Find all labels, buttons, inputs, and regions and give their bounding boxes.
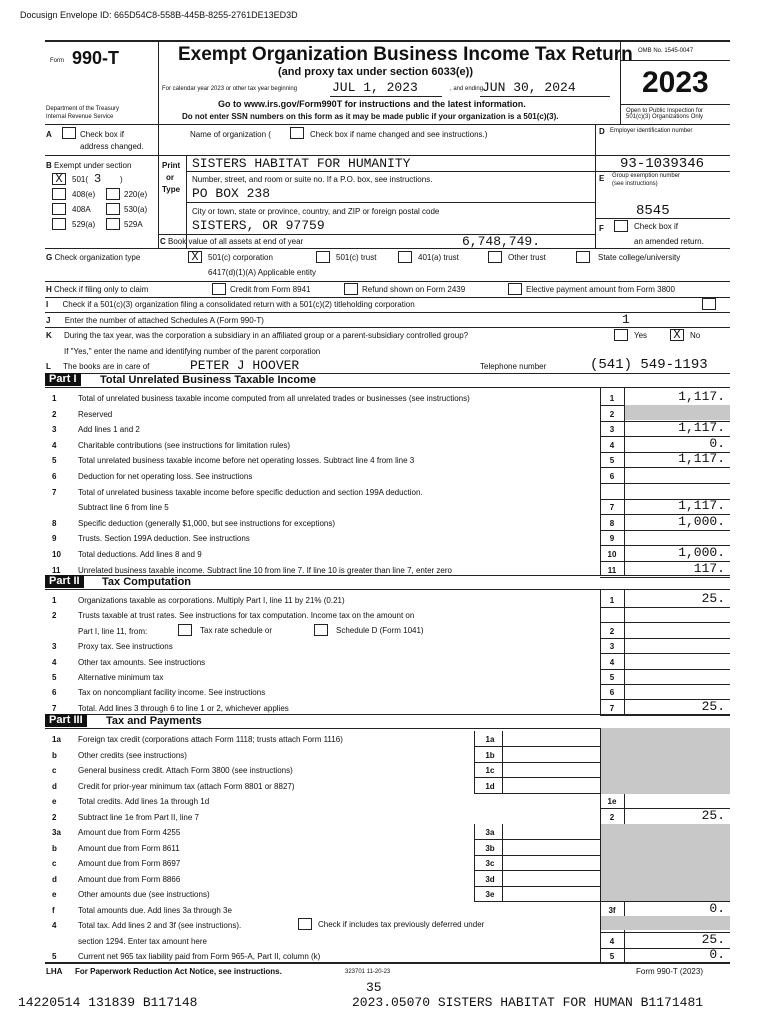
part1-line-amount: 1,117. bbox=[678, 498, 725, 514]
tax-rate-schedule-label: Tax rate schedule or bbox=[200, 626, 273, 635]
part1-line-amount: 1,117. bbox=[678, 451, 725, 467]
deferred-tax-checkbox[interactable] bbox=[298, 918, 312, 930]
footer-left-code: 14220514 131839 B117148 bbox=[18, 995, 198, 1010]
part2-line-number: 3 bbox=[52, 642, 57, 652]
part3-line-box: 2 bbox=[609, 812, 615, 822]
other-trust-checkbox[interactable] bbox=[488, 251, 502, 263]
form-code: 323701 11-20-23 bbox=[345, 969, 391, 975]
ein: 93-1039346 bbox=[620, 156, 705, 172]
408a-checkbox[interactable] bbox=[52, 203, 66, 215]
tax-year: 2023 bbox=[642, 66, 709, 99]
529A-label: 529A bbox=[124, 220, 143, 229]
part1-line-text: Add lines 1 and 2 bbox=[78, 425, 140, 435]
part3-sub-box: 1b bbox=[485, 750, 495, 760]
print-label: Print bbox=[162, 161, 181, 170]
408a-label: 408A bbox=[72, 205, 91, 214]
amended-return-checkbox[interactable] bbox=[614, 220, 628, 232]
form-prefix: Form bbox=[50, 58, 64, 64]
part2-line-box: 7 bbox=[609, 703, 615, 713]
org-name-label: Name of organization ( bbox=[190, 130, 271, 139]
sub-box-border bbox=[502, 747, 503, 762]
sub-box-border bbox=[474, 762, 475, 777]
line-rule bbox=[600, 622, 730, 623]
omb-number: OMB No. 1545-0047 bbox=[638, 48, 694, 54]
part3-line-number: c bbox=[52, 859, 57, 868]
part1-line-number: 3 bbox=[52, 425, 57, 435]
g-other-trust: Other trust bbox=[508, 253, 546, 262]
part1-line-box: 3 bbox=[609, 425, 615, 435]
end-label: , and ending bbox=[450, 86, 484, 92]
g-501c-trust: 501(c) trust bbox=[336, 253, 377, 262]
irs: Internal Revenue Service bbox=[46, 114, 114, 120]
name-changed-checkbox[interactable] bbox=[290, 127, 304, 139]
sub-line-rule bbox=[474, 762, 600, 763]
line-rule bbox=[600, 638, 730, 639]
k-ifyes: If "Yes," enter the name and identifying number of the parent corporation bbox=[64, 347, 321, 356]
part1-line-box: 10 bbox=[607, 550, 617, 559]
part3-sub-box: 1c bbox=[485, 766, 495, 775]
k-no-label: No bbox=[690, 331, 701, 340]
b-text: Exempt under section bbox=[54, 161, 132, 170]
sub-line-rule bbox=[474, 746, 600, 747]
g-501c-corp: 501(c) corporation bbox=[208, 253, 273, 262]
open-public-2: 501(c)(3) Organizations Only bbox=[626, 114, 704, 120]
part3-line-number: 2 bbox=[52, 812, 57, 822]
books-in-care-of: PETER J HOOVER bbox=[190, 358, 300, 373]
sub-line-rule bbox=[474, 777, 600, 778]
part1-line-text: Total of unrelated business taxable income before specific deduction and section 199A deduction. bbox=[78, 487, 423, 497]
part2-line-amount: 25. bbox=[701, 698, 725, 714]
part1-line-box: 7 bbox=[609, 503, 615, 513]
part1-line-amount: 1,117. bbox=[678, 420, 725, 436]
phone: (541) 549-1193 bbox=[590, 357, 708, 373]
part2-line-text: Organizations taxable as corporations. Multiply Part I, line 11 by 21% (0.21) bbox=[78, 596, 345, 605]
part3-line-number: d bbox=[52, 781, 57, 791]
part1-line-number: 5 bbox=[52, 456, 57, 466]
b-label: B bbox=[46, 161, 52, 170]
part1-line-number: 4 bbox=[52, 440, 57, 450]
part1-line-text: Charitable contributions (see instructions for limitation rules) bbox=[78, 440, 291, 450]
part3-line-text: Other credits (see instructions) bbox=[78, 750, 187, 760]
part1-line-box: 6 bbox=[609, 472, 615, 481]
f-check-text: Check box if bbox=[634, 222, 679, 231]
part2-line-text: Alternative minimum tax bbox=[78, 673, 164, 682]
schedules-a-count: 1 bbox=[622, 312, 630, 327]
401a-trust-checkbox[interactable] bbox=[398, 251, 412, 263]
part1-line-number: 6 bbox=[52, 472, 57, 481]
or-label: or bbox=[166, 173, 174, 182]
end-date: JUN 30, 2024 bbox=[482, 80, 576, 95]
g-state-college: State college/university bbox=[598, 253, 681, 262]
part3-line-text: Amount due from Form 8697 bbox=[78, 859, 181, 868]
consolidated-return-checkbox[interactable] bbox=[702, 298, 716, 310]
part1-line-text: Trusts. Section 199A deduction. See instructions bbox=[78, 534, 250, 544]
part1-line-number: 1 bbox=[52, 394, 57, 403]
part3-line-number: 3a bbox=[52, 828, 61, 837]
form-reference: Form 990-T (2023) bbox=[636, 967, 703, 976]
part2-line-text: Part I, line 11, from: bbox=[78, 626, 148, 636]
sub-box-border bbox=[474, 855, 475, 870]
sub-box-border bbox=[502, 886, 503, 901]
g-text: Check organization type bbox=[54, 253, 141, 262]
sub-line-rule bbox=[474, 886, 600, 887]
part3-line-text: Amount due from Form 8866 bbox=[78, 874, 181, 884]
part3-line-number: 1a bbox=[52, 735, 61, 744]
part3-line-number: 4 bbox=[52, 921, 57, 930]
e-label: E bbox=[599, 174, 605, 183]
i-text: Check if a 501(c)(3) organization filing a consolidated return with a 501(c)(2) titleholding corporation bbox=[62, 300, 415, 309]
form-subtitle: (and proxy tax under section 6033(e)) bbox=[278, 66, 473, 78]
l-label: L bbox=[46, 362, 51, 371]
tax-year-prefix: For calendar year 2023 or other tax year beginning bbox=[162, 86, 298, 92]
part3-line-text: Total amounts due. Add lines 3a through 3e bbox=[78, 905, 232, 915]
a-label: A bbox=[46, 130, 52, 139]
529a-checkbox[interactable] bbox=[52, 218, 66, 230]
part1-line-box: 4 bbox=[609, 440, 615, 450]
501c-corp-checkbox[interactable]: X bbox=[188, 251, 202, 263]
h-text: Check if filing only to claim bbox=[54, 285, 149, 294]
part1-line-amount: 0. bbox=[709, 435, 725, 451]
part3-sub-box: 3a bbox=[485, 828, 495, 837]
part2-line-number: 4 bbox=[52, 657, 57, 667]
part3-line-box: 4 bbox=[609, 936, 615, 946]
sub-line-rule bbox=[474, 870, 600, 871]
part1-line-text: Reserved bbox=[78, 409, 113, 419]
part1-line-box: 2 bbox=[609, 409, 615, 419]
a-check-text: Check box if bbox=[80, 130, 125, 139]
part3-sub-box: 3c bbox=[485, 859, 495, 868]
sub-box-border bbox=[502, 824, 503, 839]
k-label: K bbox=[46, 331, 52, 340]
part1-line-text: Deduction for net operating loss. See instructions bbox=[78, 472, 253, 481]
part3-sub-box: 1a bbox=[485, 735, 495, 744]
name-changed-text: Check box if name changed and see instructions.) bbox=[310, 130, 488, 139]
sub-box-border bbox=[502, 778, 503, 793]
h-8941: Credit from Form 8941 bbox=[230, 285, 311, 294]
a-check-text-2: address changed. bbox=[80, 142, 144, 151]
part1-line-number: 2 bbox=[52, 409, 57, 419]
sub-box-border bbox=[474, 731, 475, 746]
part3-line-text: Amount due from Form 8611 bbox=[78, 843, 180, 853]
part1-line-text: Total deductions. Add lines 8 and 9 bbox=[78, 550, 202, 559]
part3-sub-box: 3b bbox=[485, 843, 495, 853]
part1-line-text: Unrelated business taxable income. Subtract line 10 from line 7. If line 10 is greater than line 7, enter zero bbox=[78, 565, 452, 575]
part3-title: Tax and Payments bbox=[106, 715, 202, 727]
g-401a-trust: 401(a) trust bbox=[418, 253, 459, 262]
part1-line-amount: 1,000. bbox=[678, 545, 725, 560]
line-rule bbox=[600, 530, 730, 531]
part1-line-amount: 1,117. bbox=[678, 389, 725, 404]
part2-line-box: 5 bbox=[609, 673, 615, 682]
open-public: Open to Public Inspection for bbox=[626, 108, 704, 114]
part2-line-number: 2 bbox=[52, 611, 57, 621]
501c-number: 3 bbox=[94, 172, 102, 186]
part2-line-number: 1 bbox=[52, 596, 57, 605]
street: PO BOX 238 bbox=[192, 186, 271, 201]
408e-label: 408(e) bbox=[72, 190, 96, 199]
deferred-tax-label: Check if includes tax previously deferred under bbox=[318, 920, 485, 929]
529A-checkbox[interactable] bbox=[106, 218, 120, 230]
line-rule bbox=[600, 653, 730, 654]
sub-box-border bbox=[502, 871, 503, 886]
part2-line-box: 3 bbox=[609, 642, 615, 652]
k-no-checkbox[interactable]: X bbox=[670, 329, 684, 341]
d-label: D bbox=[599, 127, 605, 136]
part1-label: Part I bbox=[45, 373, 81, 386]
part3-line-box: 5 bbox=[609, 952, 615, 961]
street-label: Number, street, and room or suite no. If a P.O. box, see instructions. bbox=[192, 175, 433, 184]
part3-sub-box: 3d bbox=[485, 874, 495, 884]
part3-line-number: b bbox=[52, 750, 57, 760]
part2-line-text: Other tax amounts. See instructions bbox=[78, 657, 206, 667]
sub-box-border bbox=[474, 747, 475, 762]
part3-line-number: e bbox=[52, 797, 57, 806]
part1-line-box: 11 bbox=[607, 565, 617, 575]
f-label: F bbox=[599, 224, 604, 233]
sub-box-border bbox=[502, 840, 503, 855]
line-rule bbox=[600, 577, 730, 578]
k-yes-label: Yes bbox=[634, 331, 648, 340]
state-college-checkbox[interactable] bbox=[576, 251, 590, 263]
phone-label: Telephone number bbox=[480, 362, 547, 371]
lha: LHA bbox=[46, 967, 63, 976]
part1-line-box: 1 bbox=[609, 394, 615, 403]
part3-line-text: Total tax. Add lines 2 and 3f (see instructions). bbox=[78, 921, 242, 930]
group-label-2: (see instructions) bbox=[612, 181, 658, 187]
part3-line-text: Foreign tax credit (corporations attach Form 1118; trusts attach Form 1116) bbox=[78, 735, 343, 744]
line-rule bbox=[600, 669, 730, 670]
sub-box-border bbox=[502, 731, 503, 746]
part1-line-box: 5 bbox=[609, 456, 615, 466]
sub-box-border bbox=[474, 886, 475, 901]
part3-line-number: 5 bbox=[52, 952, 57, 961]
sub-line-rule bbox=[474, 793, 600, 794]
ssn-warning: Do not enter SSN numbers on this form as it may be made public if your organization is a 501(c)(3). bbox=[182, 112, 559, 121]
part3-line-box: 1e bbox=[607, 797, 617, 806]
org-name: SISTERS HABITAT FOR HUMANITY bbox=[192, 156, 411, 171]
part2-line-box: 4 bbox=[609, 657, 615, 667]
line-rule bbox=[600, 684, 730, 685]
sub-box-border bbox=[474, 871, 475, 886]
part1-line-text: Subtract line 6 from line 5 bbox=[78, 503, 169, 513]
part1-line-number: 9 bbox=[52, 534, 57, 544]
part1-line-amount: 117. bbox=[693, 560, 725, 576]
page-number: 35 bbox=[366, 980, 382, 995]
address-changed-checkbox[interactable] bbox=[62, 127, 76, 139]
sub-line-rule bbox=[474, 901, 600, 902]
form-8941-checkbox[interactable] bbox=[212, 283, 226, 295]
part1-line-box: 8 bbox=[609, 518, 615, 528]
sub-box-border bbox=[502, 855, 503, 870]
part3-line-amount: 25. bbox=[701, 931, 725, 947]
part1-line-text: Total of unrelated business taxable income computed from all unrelated trades or businesses (see instructions) bbox=[78, 394, 470, 403]
form-title: Exempt Organization Business Income Tax Return bbox=[178, 44, 633, 65]
l-text: The books are in care of bbox=[63, 362, 150, 371]
part3-line-text: Total credits. Add lines 1a through 1d bbox=[78, 797, 210, 806]
part3-line-text: Credit for prior-year minimum tax (attach Form 8801 or 8827) bbox=[78, 781, 295, 791]
501c-close: ) bbox=[120, 175, 123, 184]
part3-line-amount: 0. bbox=[709, 947, 725, 962]
k-yes-checkbox[interactable] bbox=[614, 329, 628, 341]
sub-box-border bbox=[474, 824, 475, 839]
form-2439-checkbox[interactable] bbox=[344, 283, 358, 295]
j-label: J bbox=[46, 316, 51, 325]
part1-line-number: 7 bbox=[52, 487, 57, 497]
part2-line-text: Proxy tax. See instructions bbox=[78, 642, 173, 652]
part1-line-text: Specific deduction (generally $1,000, but see instructions for exceptions) bbox=[78, 518, 336, 528]
part2-title: Tax Computation bbox=[102, 576, 192, 588]
part3-line-text: Subtract line 1e from Part II, line 7 bbox=[78, 812, 199, 822]
part2-line-amount: 25. bbox=[701, 591, 725, 606]
part3-line-number: b bbox=[52, 843, 57, 853]
part3-line-box: 3f bbox=[608, 905, 616, 915]
530a-label: 530(a) bbox=[124, 205, 148, 214]
part2-line-number: 6 bbox=[52, 688, 57, 698]
form-number: 990-T bbox=[72, 48, 120, 68]
book-value-label: Book value of all assets at end of year bbox=[168, 237, 304, 246]
c-label: C bbox=[160, 237, 166, 246]
tax-rate-schedule-checkbox[interactable] bbox=[178, 624, 192, 636]
part1-line-amount: 1,000. bbox=[678, 513, 725, 529]
part2-line-text: Trusts taxable at trust rates. See instructions for tax computation. Income tax on the amount on bbox=[78, 611, 415, 621]
ein-label: Employer identification number bbox=[610, 128, 693, 134]
city-label: City or town, state or province, country, and ZIP or foreign postal code bbox=[192, 207, 440, 216]
group-number: 8545 bbox=[636, 203, 670, 219]
501c-checkbox[interactable]: X bbox=[52, 173, 66, 185]
501c-label: 501( bbox=[72, 175, 89, 184]
sub-box-border bbox=[502, 762, 503, 777]
part2-line-number: 5 bbox=[52, 673, 57, 682]
schedule-d-label: Schedule D (Form 1041) bbox=[336, 626, 424, 635]
part3-line-amount: 25. bbox=[701, 807, 725, 823]
part1-line-number: 8 bbox=[52, 518, 57, 528]
f-check-text-2: an amended return. bbox=[634, 237, 704, 246]
530a-checkbox[interactable] bbox=[106, 203, 120, 215]
j-text: Enter the number of attached Schedules A (Form 990-T) bbox=[64, 316, 264, 325]
part1-line-number: 10 bbox=[52, 550, 61, 559]
sub-box-border bbox=[474, 778, 475, 793]
part3-line-number: d bbox=[52, 874, 57, 884]
h-3800: Elective payment amount from Form 3800 bbox=[526, 285, 675, 294]
line-rule bbox=[600, 607, 730, 608]
sub-box-border bbox=[474, 840, 475, 855]
line-rule bbox=[600, 467, 730, 468]
sub-line-rule bbox=[474, 855, 600, 856]
part3-label: Part III bbox=[45, 714, 87, 727]
part3-line-text: Other amounts due (see instructions) bbox=[78, 890, 210, 899]
part3-line-number: f bbox=[52, 905, 55, 915]
501c-trust-checkbox[interactable] bbox=[316, 251, 330, 263]
group-label: Group exemption number bbox=[612, 173, 681, 179]
part2-line-text: Total. Add lines 3 through 6 to line 1 or 2, whichever applies bbox=[78, 703, 289, 713]
part3-sub-box: 1d bbox=[485, 781, 495, 791]
408e-checkbox[interactable] bbox=[52, 188, 66, 200]
part2-line-box: 2 bbox=[609, 626, 615, 636]
part2-line-box: 6 bbox=[609, 688, 615, 698]
part3-line-number: e bbox=[52, 890, 57, 899]
book-value: 6,748,749. bbox=[462, 234, 541, 249]
begin-date: JUL 1, 2023 bbox=[332, 80, 418, 95]
form-3800-checkbox[interactable] bbox=[508, 283, 522, 295]
part2-line-number: 7 bbox=[52, 703, 57, 713]
schedule-d-checkbox[interactable] bbox=[314, 624, 328, 636]
city: SISTERS, OR 97759 bbox=[192, 218, 325, 233]
part3-line-text: Current net 965 tax liability paid from Form 965-A, Part II, column (k) bbox=[78, 952, 321, 961]
part2-line-box: 1 bbox=[609, 596, 615, 605]
part3-line-amount: 0. bbox=[709, 900, 725, 916]
part3-sub-box: 3e bbox=[485, 890, 495, 899]
529a-label: 529(a) bbox=[72, 220, 96, 229]
type-label: Type bbox=[162, 185, 181, 194]
sub-line-rule bbox=[474, 839, 600, 840]
h-label: H bbox=[46, 285, 52, 294]
k-text: During the tax year, was the corporation a subsidiary in an affiliated group or a parent-subsidiary controlled group? bbox=[64, 331, 469, 340]
line-rule bbox=[600, 483, 730, 484]
envelope-id: Docusign Envelope ID: 665D54C8-558B-445B-8255-2761DE13ED3D bbox=[20, 10, 298, 20]
part3-line-text: Amount due from Form 4255 bbox=[78, 828, 181, 837]
part1-line-text: Total unrelated business taxable income before net operating losses. Subtract line 4 from line 3 bbox=[78, 456, 415, 466]
pra-notice: For Paperwork Reduction Act Notice, see instructions. bbox=[75, 967, 282, 976]
220e-label: 220(e) bbox=[124, 190, 148, 199]
part3-line-text: General business credit. Attach Form 3800 (see instructions) bbox=[78, 766, 293, 775]
part3-line-number: c bbox=[52, 766, 57, 775]
part2-label: Part II bbox=[45, 575, 84, 588]
h-2439: Refund shown on Form 2439 bbox=[362, 285, 466, 294]
part2-line-text: Tax on noncompliant facility income. See instructions bbox=[78, 688, 266, 698]
go-to-text: Go to www.irs.gov/Form990T for instructions and the latest information. bbox=[218, 99, 526, 109]
part1-line-number: 11 bbox=[52, 565, 61, 575]
part3-line-text: section 1294. Enter tax amount here bbox=[78, 936, 207, 946]
g-6417: 6417(d)(1)(A) Applicable entity bbox=[208, 268, 317, 277]
g-label: G bbox=[46, 253, 53, 262]
i-label: I bbox=[46, 300, 49, 309]
220e-checkbox[interactable] bbox=[106, 188, 120, 200]
dept-treasury: Department of the Treasury bbox=[46, 106, 120, 112]
footer-right-code: 2023.05070 SISTERS HABITAT FOR HUMAN B1171481 bbox=[352, 995, 704, 1010]
part1-line-box: 9 bbox=[609, 534, 615, 544]
part1-title: Total Unrelated Business Taxable Income bbox=[100, 374, 316, 386]
